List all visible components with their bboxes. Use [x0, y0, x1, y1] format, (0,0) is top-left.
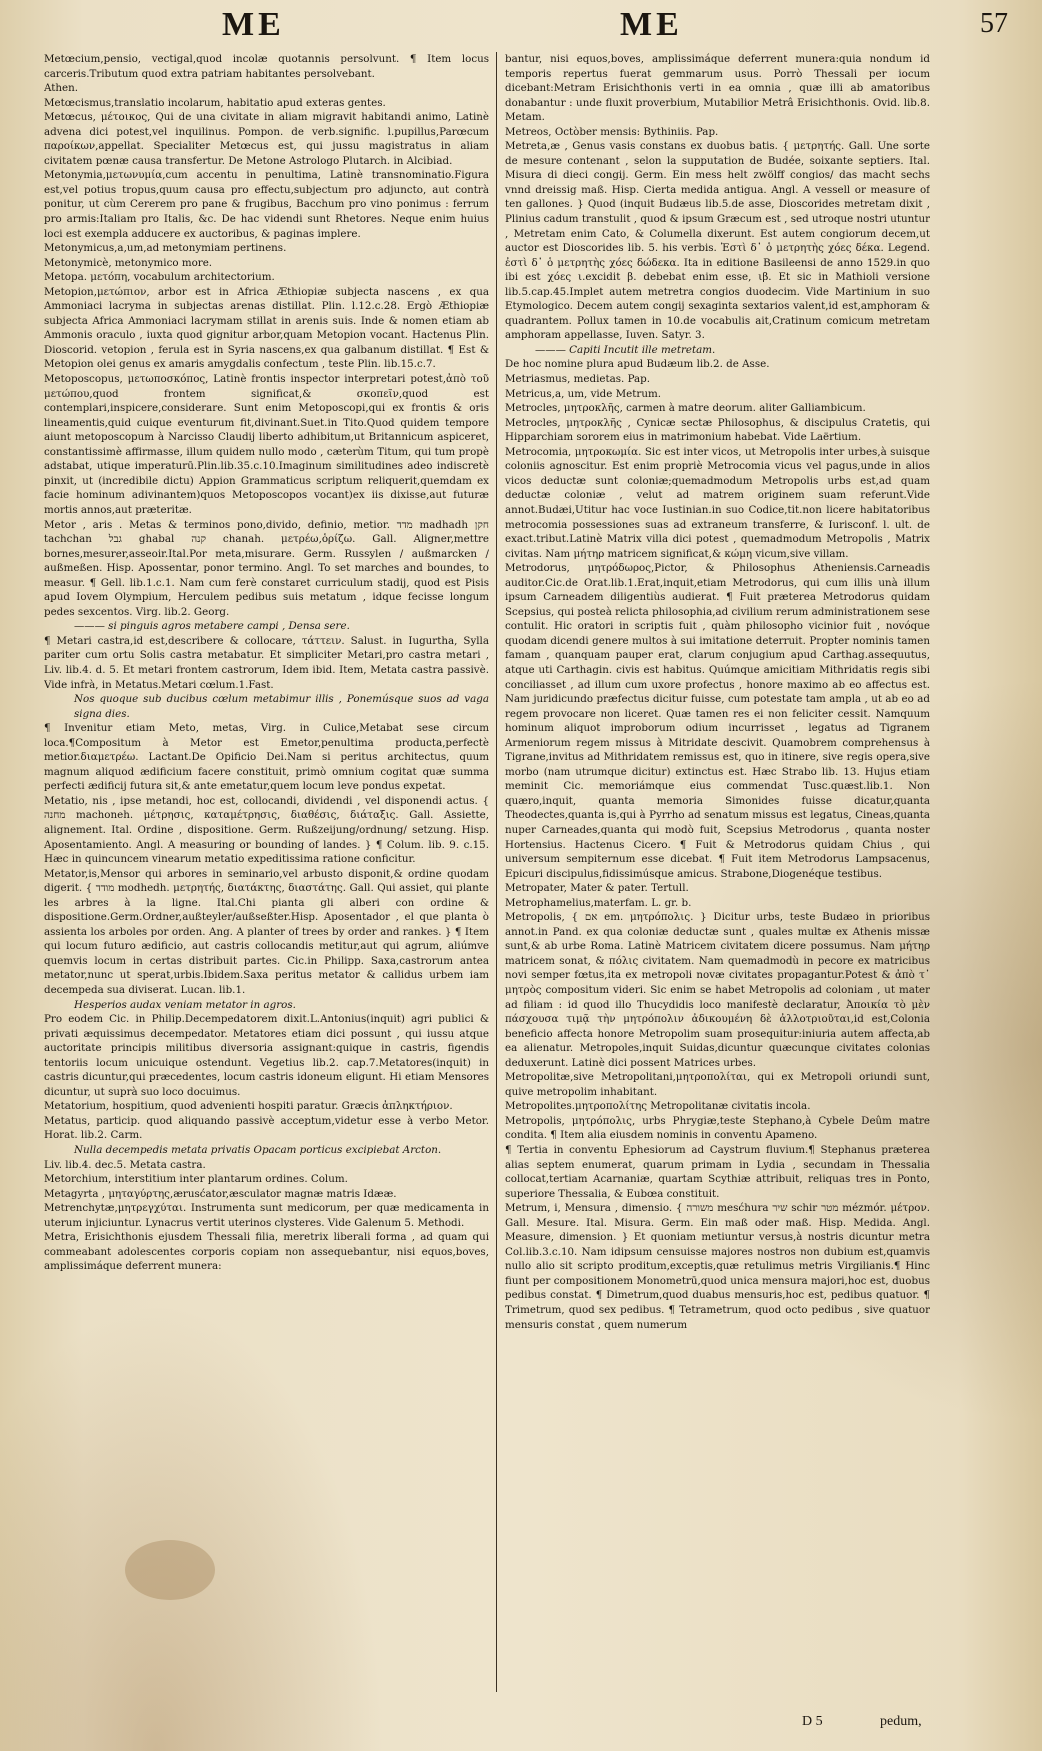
- dictionary-entry: Metonymicè, metonymico more.: [44, 256, 213, 269]
- column-divider: [496, 52, 497, 1692]
- dictionary-entry: Metreos, Octòber mensis: Bythiniis. Pap.: [505, 125, 719, 138]
- dictionary-entry: Metrenchytæ,μητρεγχύται. Instrumenta sunt medicorum, per quæ medicamenta in uterum injiciuntur. Lynacrus vertit uterinos clysteres. Vide Galenum 5. Methodi.: [44, 1202, 489, 1229]
- dictionary-entry: Metropolitæ,sive Metropolitani,μητροπολίται, qui ex Metropoli oriundi sunt, quive metropolim inhabitant.: [505, 1071, 930, 1098]
- dictionary-entry: Metrocles, μητροκλῆς , Cynicæ sectæ Philosophus, & discipulus Cratetis, qui Hipparchiam sororem eius in matrimonium habebat. Vide Laërtium.: [505, 416, 930, 444]
- dictionary-entry: De hoc nomine plura apud Budæum lib.2. de Asse.: [505, 358, 770, 371]
- dictionary-entry: Liv. lib.4. dec.5. Metata castra.: [44, 1158, 206, 1171]
- dictionary-entry: bantur, nisi equos,boves, amplissimáque deferrent munera:quia nondum id temporis repertus fuerat gemmarum usus. Porrò Thessali per iocum dicebant:Metram Erisichthonis verti in ea omnia , quæ illi ab amatoribus donabantur : unde fluxit proverbium, Mutabilior Metrâ Erisichthonis. Ovid. lib.8. Metam.: [505, 53, 930, 124]
- dictionary-entry: Metropater, Mater & pater. Tertull.: [505, 882, 689, 895]
- dictionary-entry: Metra, Erisichthonis ejusdem Thessali filia, meretrix liberali forma , ad quam qui commeabant adolescentes corporis copiam non assequebantur, nisi equos,boves, amplissimáque deferrent munera:: [44, 1231, 489, 1273]
- dictionary-entry: Metagyrta , μηταγύρτης,ærusćator,æsculator magnæ matris Idææ.: [44, 1187, 397, 1200]
- dictionary-entry: Metropolites.μητροπολίτης Metropolitanæ civitatis incola.: [505, 1100, 811, 1113]
- dictionary-entry: Metœcium,pensio, vectigal,quod incolæ quotannis persolvunt. ¶ Item locus carceris.Tributum quod extra patriam habitantes persolvebant.: [44, 53, 489, 80]
- dictionary-entry: Metatus, particip. quod aliquando passivè acceptum,videtur esse à verbo Metor. Horat. lib.2. Carm.: [44, 1114, 489, 1142]
- dictionary-entry: Metopa. μετόπη, vocabulum architectorium.: [44, 271, 275, 284]
- left-text-column: [44, 52, 489, 1732]
- dictionary-entry: Nos quoque sub ducibus cœlum metabimur illis , Ponemúsque suos ad vaga signa dies.: [74, 693, 489, 720]
- dictionary-entry: Metor , aris . Metas & terminos pono,divido, definio, metior. מדד madhadh חקן tachchan גבל ghabal קנה chanah. μετρέω,ὁρίζω. Gall. Aligner,mettre bornes,mesurer,asseoir.Ital.Por meta,misurare. Germ. Russylen / außmarcken / außmeßen. Hisp. Apossentar, ponor termino. Angl. To set marches and boundes, to measur. ¶ Gell. lib.1.c.1. Nam cum ferè constaret curriculum stadij, quod est Pisis apud Iovem Olympium, Herculem pedibus suis metatum , idque fecisse longum pedes sexcentos. Virg. lib.2. Georg.: [44, 518, 489, 618]
- dictionary-entry: Metonymia,μετωνυμία,cum accentu in penultima, Latinè transnominatio.Figura est,vel potius tropus,quum causa pro effectu,subjectum pro adjuncto, aut contrà ponitur, ut cùm Cererem pro pane & frugibus, Bacchum pro vino ponimus : ferrum pro armis:Italiam pro Italis, &c. De hac videndi sunt Rhetores. Neque enim huius loci est exempla adducere ex auctoribus, & paginas implere.: [44, 169, 489, 240]
- dictionary-entry: Metrocomia, μητροκωμία. Sic est inter vicos, ut Metropolis inter urbes,à suisque coloniis agnoscitur. Est enim propriè Metrocomia vicus vel pagus,unde in alios vicos deductæ sunt coloniæ;quemadmodum Metropolis urbs est,ad quam deductæ coloniæ , velut ad matrem originem suam referunt.Vide annot.Budæi,Utitur hac voce Iustinian.in suo Codice,tit.non licere habitatoribus metrocomia possessiones suas ad extraneum transferre, & Iurisconf. l. ult. de exact.tribut.Latinè Matrix villa dici potest , quemadmodum Metropolis , Matrix civitas. Nam μήτηρ matricem significat,& κώμη vicum,sive villam.: [505, 445, 930, 560]
- dictionary-entry: Metœcus, μέτοικος, Qui de una civitate in aliam migravit habitandi animo, Latinè advena dici potest,vel inquilinus. Pompon. de verb.signific. l.pupillus,Parœcum παροίκων,appellat. Specialiter Metœcus est, qui jussu magistratus in aliam civitatem pœnæ causa transfertur. De Metone Astrologo Plutarch. in Alcibiad.: [44, 111, 489, 167]
- page-number: 57: [980, 8, 1008, 39]
- dictionary-entry: ——— si pinguis agros metabere campi , Densa sere.: [74, 620, 350, 633]
- signature-mark: D 5: [802, 1714, 823, 1729]
- running-head-right: ME: [620, 6, 683, 43]
- dictionary-entry: Hesperios audax veniam metator in agros.: [74, 998, 296, 1011]
- dictionary-entry: ——— Capiti Incutit ille metretam.: [535, 343, 716, 356]
- right-text-column: [505, 52, 930, 1712]
- dictionary-entry: Metoposcopus, μετωποσκόπος, Latinè frontis inspector interpretari potest,ἀπὸ τοῦ μετώπου,quod frontem significat,& σκοπεῖν,quod est contemplari,inspicere,considerare. Sunt enim Metoposcopi,qui ex frontis & oris lineamentis,quid cuique eventurum fit,divinant.Suet.in Tito.Quod quidem tempore aiunt metoposcopum à Narcisso Claudij liberto adhibitum,ut Britannicum aspiceret, constantissimè affirmasse, illum quidem nullo modo , cæterùm Titum, qui tum propè adstabat, utique imperaturū.Plin.lib.35.c.10.Imaginum similitudines adeo indiscretè pinxit, ut (incredibile dictu) Appion Grammaticus scriptum reliquerit,quemdam ex facie hominum adivinantem)quos Metoposcopos vocant)ex iis dixisse,aut futuræ mortis annos,aut præteritæ.: [44, 373, 489, 516]
- dictionary-entry: ¶ Metari castra,id est,describere & collocare, τάττειν. Salust. in Iugurtha, Sylla pariter cum ortu Solis castra metabatur. Et simpliciter Metari,pro castra metari , Liv. lib.4. d. 5. Et metari frontem castrorum, Idem ibid. Item, Metata castra passivè. Vide infrà, in Metatus.Metari cœlum.1.Fast.: [44, 634, 489, 691]
- dictionary-entry: Metreta,æ , Genus vasis constans ex duobus batis. { μετρητής. Gall. Une sorte de mesure contenant , selon la supputation de Budée, soixante septiers. Ital. Misura di dieci congij. Germ. Ein mess helt zwölff congios/ das macht sechs vnnd dreissig maß. Hisp. Cierta medida antigua. Angl. A vessell or measure of ten gallones. } Quod (inquit Budæus lib.5.de asse, Dioscorides metretam dixit , Plinius cadum transtulit , quod & ipsum Græcum est , sed utroque nostri utuntur , Metretam enim Cato, & Columella dixerunt. Est autem congiorum decem,ut auctor est Dioscorides lib. 5. his verbis. Ἐστὶ δ᾽ ὁ μετρητὴς χόες δέκα. Legend. ἐστὶ δ᾽ ὁ μετρητὴς χόες δώδεκα. Ita in editione Basileensi de anno 1529.in quo ibi est χόες ι.excidit β. debebat enim esse, ιβ. Et sic in Mathioli versione lib.5.cap.45.Implet autem metretra congios duodecim. Vide Martinium in suo Etymologico. Decem autem congij sexaginta sextarios valent,id est,amphoram & quadrantem. Pollux tamen in 10.de vocabulis ait,Cratinum comicum metretam amphoram appellasse, Iuven. Satyr. 3.: [505, 140, 930, 342]
- dictionary-entry: Metricus,a, um, vide Metrum.: [505, 387, 662, 400]
- catchword: pedum,: [880, 1714, 922, 1729]
- dictionary-entry: Metropolis, { אם em. μητρόπολις. } Dicitur urbs, teste Budæo in prioribus annot.in Pand. ex qua coloniæ deductæ sunt , quales multæ ex Athenis missæ sunt,& ab urbe Roma. Latinè Matricem civitatem dicere possumus. Nam μήτηρ matricem sonat, & πόλις civitatem. Nam quemadmodù in pecore ex matricibus novi semper fœtus,ita ex metropoli novæ civitates propagantur.Potest & ἀπὸ τ᾽ μητρὸς compositum videri. Sic enim se habet Metropolis ad coloniam , ut mater ad filiam : id quod illo Thucydidis loco manifestè declaratur, Ἀποικία τὸ μὲν πάσχουσα τιμᾷ τὴν μητρόπολιν ἀδικουμένη δὲ ἀλλοτριοῦται,id est,Colonia beneficio affecta honore Metropolim suam prosequitur:iniuria autem affecta,ab ea alienatur. Metropoles,inquit Suidas,dicuntur quæcunque civitates colonias deduxerunt. Latinè dici possent Matrices urbes.: [505, 911, 930, 1069]
- dictionary-entry: Pro eodem Cic. in Philip.Decempedatorem dixit.L.Antonius(inquit) agri publici & privati æquissimus decempedator. Metatores etiam dici possunt , qui iussu atque auctoritate principis militibus diversoria assignant:quique in castris, figendis tentoriis locum unicuique ostendunt. Vegetius lib.2. cap.7.Metatores(inquit) in castris dicuntur,qui præcedentes, locum castris idoneum eligunt. Hi etiam Mensores dicuntur, ut suprà suo loco docuimus.: [44, 1013, 489, 1098]
- dictionary-entry: Nulla decempedis metata privatis Opacam porticus excipiebat Arcton.: [74, 1144, 442, 1157]
- dictionary-entry: Metator,is,Mensor qui arbores in seminario,vel arbusto disponit,& ordine quodam digerit. { מודד modhedh. μετρητής, διατάκτης, διαστάτης. Gall. Qui assiet, qui plante les arbres à la ligne. Ital.Chi pianta gli alberi con ordine & dispositione.Germ.Ordner,außteyler/außseßter.Hisp. Aposentador , el que planta ò assienta los arboles por orden. Ang. A planter of trees by order and rankes. } ¶ Item qui locum futuro ædificio, aut castris collocandis metitur,aut qui agrum, aliúmve quemvis locum in certas distribuit partes. Cic.in Philipp. Saxa,castrorum antea metator,nunc ut sperat,urbis.Ibidem.Saxa peritus metator & callidus urbem iam decempeda sua diviserat. Lucan. lib.1.: [44, 867, 489, 996]
- dictionary-entry: Metrodorus, μητρόδωρος,Pictor, & Philosophus Atheniensis.Carneadis auditor.Cic.de Orat.lib.1.Erat,inquit,etiam Metrodorus, qui cum illis unà illum ipsum Carneadem diligentiùs audierat. ¶ Fuit præterea Metrodorus quidam Scepsius, qui posteà relicta philosophia,ad civilium rerum administrationem sese contulit. Hic oratori in scriptis fuit , quàm philosopho vicinior fuit , novóque quodam dicendi genere multos à sui imitatione deterruit. Propter nominis tamen famam , quanquam pauper erat, clarum conjugium apud Carthag.assequutus, atque uti Carthagin. civis est habitus. Quúmque amicitiam Mithridatis regis sibi conciliasset , ad illum cum uxore profectus , honore maximo ab eo affectus est. Nam juridicundo præfectus dicitur fuisse, cum potestate tam ampla , ut ab eo ad regem provocare non liceret. Quæ tamen res ei non feliciter cessit. Namquum hominum aliquot improborum odium incurrisset , legatus ad Tigranem Armeniorum regem missus à Mitridate descivit. Quamobrem comprehensus à Tigrane,invitus ad Mithridatem remissus est, quo in itinere, sive regis opera,sive morbo (nam utrumque dicitur) extinctus est. Hæc Strabo lib. 13. Hujus etiam meminit Cic. memoriámque eius commendat Tusc.quæst.lib.1. Non quæro,inquit, quanta memoria Simonides fuisse dicatur,quanta Theodectes,quanta is,qui à Pyrrho ad senatum missus est legatus, Cineas,quanta nuper Carneades,quanta qui modò fuit, Scepsius Metrodorus , quanta noster Hortensius. Hactenus Cicero. ¶ Fuit & Metrodorus quidam Chius , qui universum sempiternum esse dicebat. ¶ Fuit item Metrodorus Lampsacenus, Epicuri discipulus,fidissimúsque amicus. Strabone,Diogenéque testibus.: [505, 562, 930, 880]
- dictionary-entry: Metorchium, interstitium inter plantarum ordines. Colum.: [44, 1173, 348, 1186]
- dictionary-entry: Metrum, i, Mensura , dimensio. { משורה mesćhura שיר schir מטר mézmór. μέτρον. Gall. Mesure. Ital. Misura. Germ. Ein maß oder maß. Hisp. Medida. Angl. Measure, dimension. } Et quoniam metiuntur versus,à nostris dicuntur metra Col.lib.3.c.10. Nam idipsum censuisse majores nostros non dubium est,quamvis nullo alio sit scripto proditum,exceptis,quæ retulimus metris Virgilianis.¶ Hinc fiunt per compositionem Monometrū,quod unica mensura majori,hoc est, duobus pedibus constat. ¶ Dimetrum,quod duabus mensuris,hoc est, pedibus quatuor. ¶ Trimetrum, quod sex pedibus. ¶ Tetrametrum, quod octo pedibus , sive quatuor mensuris constat , quem numerum: [505, 1202, 930, 1331]
- dictionary-entry: Metrophamelius,materfam. L. gr. b.: [505, 896, 692, 909]
- dictionary-entry: ¶ Tertia in conventu Ephesiorum ad Caystrum fluvium.¶ Stephanus præterea alias septem enumerat, quarum primam in Lydia , secundam in Thessalia collocat,tertiam Acarnaniæ, quartam Scythiæ attribuit, reliquas tres in Ponto, superiore Thessalia, & Eubœa constituit.: [505, 1144, 930, 1200]
- running-head-left: ME: [222, 6, 285, 43]
- dictionary-entry: Metopion,μετώπιον, arbor est in Africa Æthiopiæ subjecta nascens , ex qua Ammoniaci lacryma in subjectas arenas distillat. Plin. l.12.c.28. Ergò Æthiopiæ subjecta Africa Ammoniaci lacrymam stillat in arenis suis. Inde & nomen etiam ab Ammonis oraculo , iuxta quod gignitur arbor,quam Metopion vocant. Hactenus Plin. Dioscorid. vetopion , ferula est in Syria nascens,ex qua galbanum distillat. ¶ Est & Metopion olei genus ex amaris amygdalis confectum , teste Plin. lib.15.c.7.: [44, 285, 489, 371]
- dictionary-entry: Metœcismus,translatio incolarum, habitatio apud exteras gentes.: [44, 96, 386, 109]
- dictionary-entry: ¶ Invenitur etiam Meto, metas, Virg. in Culice,Metabat sese circum loca.¶Compositum à Metor est Emetor,penultima producta,perfectè metior.διαμετρέω. Lactant.De Opificio Dei.Nam si peritus architectus, quum magnum aliquod ædificium facere constituit, primò omnium cogitat quæ summa perfecti ædificij futura sit,& ante emetatur,quem locum leve pondus expetat.: [44, 722, 489, 793]
- dictionary-entry: Metonymicus,a,um,ad metonymiam pertinens.: [44, 242, 287, 255]
- dictionary-entry: Athen.: [44, 82, 79, 95]
- dictionary-entry: Metatio, nis , ipse metandi, hoc est, collocandi, dividendi , vel disponendi actus. { מחנה machoneh. μέτρησις, καταμέτρησις, διαθέσις, διάταξις. Gall. Assiette, alignement. Ital. Ordine , dispositione. Germ. Rußzeijung/ordnung/ setzung. Hisp. Aposentamiento. Angl. A measuring or bounding of landes. } ¶ Colum. lib. 9. c.15. Hæc in quincuncem vinearum metatio expeditissima ratione conficitur.: [44, 794, 489, 866]
- dictionary-entry: Metatorium, hospitium, quod advenienti hospiti paratur. Græcis ἀπληκτήριον.: [44, 1100, 453, 1113]
- dictionary-entry: Metropolis, μητρόπολις, urbs Phrygiæ,teste Stephano,à Cybele Deûm matre condita. ¶ Item alia eiusdem nominis in conventu Apameno.: [505, 1114, 930, 1142]
- dictionary-entry: Metriasmus, medietas. Pap.: [505, 373, 651, 386]
- dictionary-entry: Metrocles, μητροκλῆς, carmen à matre deorum. aliter Galliambicum.: [505, 402, 866, 415]
